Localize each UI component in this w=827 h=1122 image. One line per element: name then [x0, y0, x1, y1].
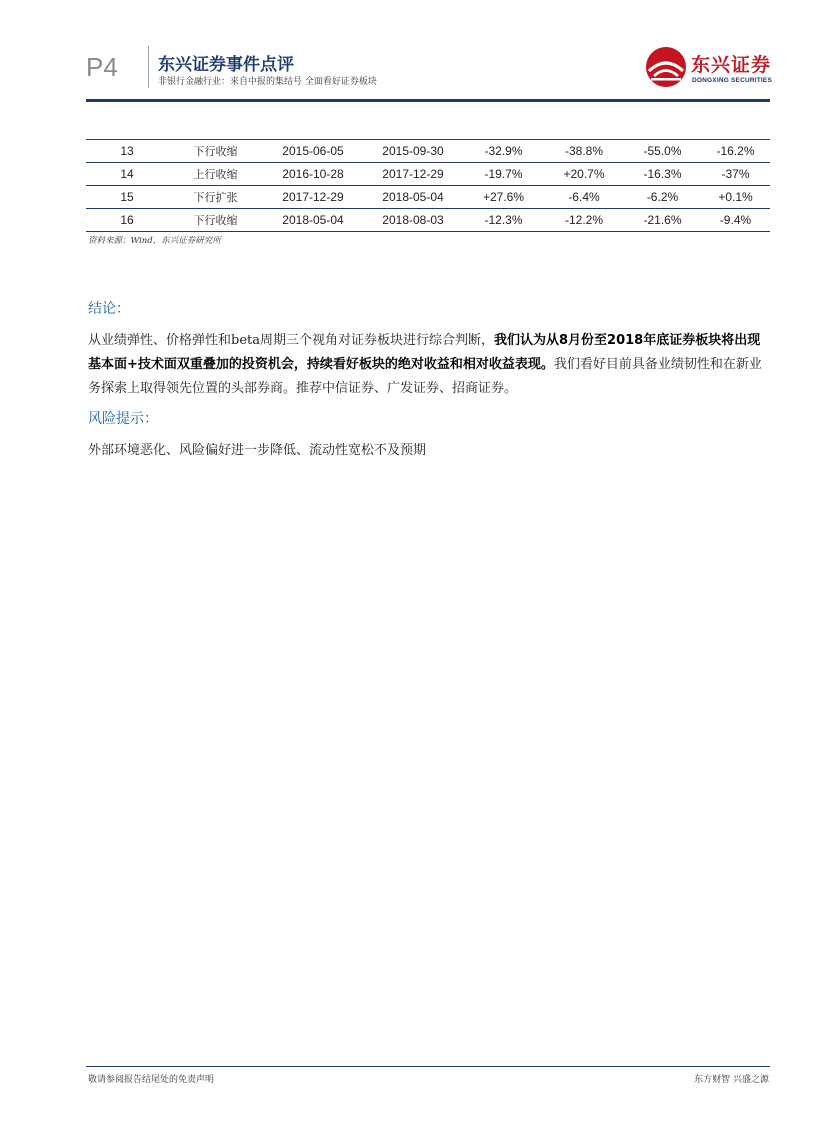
table-cell-start-date: 2018-05-04	[263, 209, 363, 232]
logo-english-name: DONGXING SECURITIES	[692, 77, 773, 84]
table-cell-value: -16.3%	[624, 163, 701, 186]
table-row	[86, 186, 770, 209]
table-cell-value: +27.6%	[463, 186, 544, 209]
table-cell-value: -12.2%	[544, 209, 624, 232]
table-cell-start-date: 2015-06-05	[263, 140, 363, 163]
header-separator	[148, 46, 149, 88]
footer-disclaimer-note: 敬请参阅报告结尾处的免责声明	[88, 1075, 215, 1085]
table-row	[86, 209, 770, 232]
table-cell-value: +20.7%	[544, 163, 624, 186]
cycle-performance-table	[86, 139, 770, 232]
footer-rule	[86, 1066, 770, 1067]
table-cell-index: 16	[86, 209, 168, 232]
table-cell-index: 13	[86, 140, 168, 163]
table-cell-value: -32.9%	[463, 140, 544, 163]
table-cell-phase: 下行收缩	[168, 209, 263, 232]
conclusion-text-lead: 从业绩弹性、价格弹性和beta周期三个视角对证券板块进行综合判断，	[88, 333, 494, 348]
table-cell-start-date: 2016-10-28	[263, 163, 363, 186]
table-cell-value: -38.8%	[544, 140, 624, 163]
table-cell-index: 14	[86, 163, 168, 186]
table-cell-value: -16.2%	[701, 140, 770, 163]
risk-heading: 风险提示：	[88, 411, 158, 427]
logo-chinese-name: 东兴证券	[691, 54, 772, 76]
table-cell-start-date: 2017-12-29	[263, 186, 363, 209]
company-logo	[645, 46, 775, 90]
table-cell-index: 15	[86, 186, 168, 209]
header-rule	[86, 99, 770, 102]
table-source-note: 资料来源：Wind，东兴证券研究所	[88, 236, 221, 246]
table-cell-phase: 上行收缩	[168, 163, 263, 186]
conclusion-paragraph	[88, 329, 772, 401]
table-cell-end-date: 2018-05-04	[363, 186, 463, 209]
report-title: 东兴证券事件点评	[158, 55, 294, 75]
table-cell-value: -55.0%	[624, 140, 701, 163]
table-cell-value: -19.7%	[463, 163, 544, 186]
table-cell-value: -21.6%	[624, 209, 701, 232]
table-row	[86, 163, 770, 186]
table-cell-end-date: 2017-12-29	[363, 163, 463, 186]
table-cell-phase: 下行扩张	[168, 186, 263, 209]
conclusion-text-tail: 我们看好目前具备业绩韧性和在新业务探索上取得领先位置的头部券商。推荐中信证券、广发证券、招商证券。	[88, 357, 762, 396]
dongxing-logo-icon	[645, 46, 687, 88]
table-cell-value: -6.4%	[544, 186, 624, 209]
page-number: P4	[86, 52, 118, 82]
table-cell-end-date: 2018-08-03	[363, 209, 463, 232]
report-subtitle: 非银行金融行业：来自中报的集结号 全面看好证券板块	[158, 77, 377, 87]
conclusion-text-bold: 我们认为从8月份至2018年底证券板块将出现基本面+技术面双重叠加的投资机会，持续看好板块的绝对收益和相对收益表现。	[88, 333, 761, 372]
table-row	[86, 140, 770, 163]
table-cell-value: -6.2%	[624, 186, 701, 209]
table-cell-phase: 下行收缩	[168, 140, 263, 163]
table-cell-value: -9.4%	[701, 209, 770, 232]
risk-paragraph: 外部环境恶化、风险偏好进一步降低、流动性宽松不及预期	[88, 443, 427, 458]
table-cell-end-date: 2015-09-30	[363, 140, 463, 163]
table-cell-value: -12.3%	[463, 209, 544, 232]
conclusion-heading: 结论：	[88, 301, 130, 317]
table-cell-value: +0.1%	[701, 186, 770, 209]
table-cell-value: -37%	[701, 163, 770, 186]
footer-slogan: 东方财智 兴盛之源	[694, 1075, 769, 1085]
